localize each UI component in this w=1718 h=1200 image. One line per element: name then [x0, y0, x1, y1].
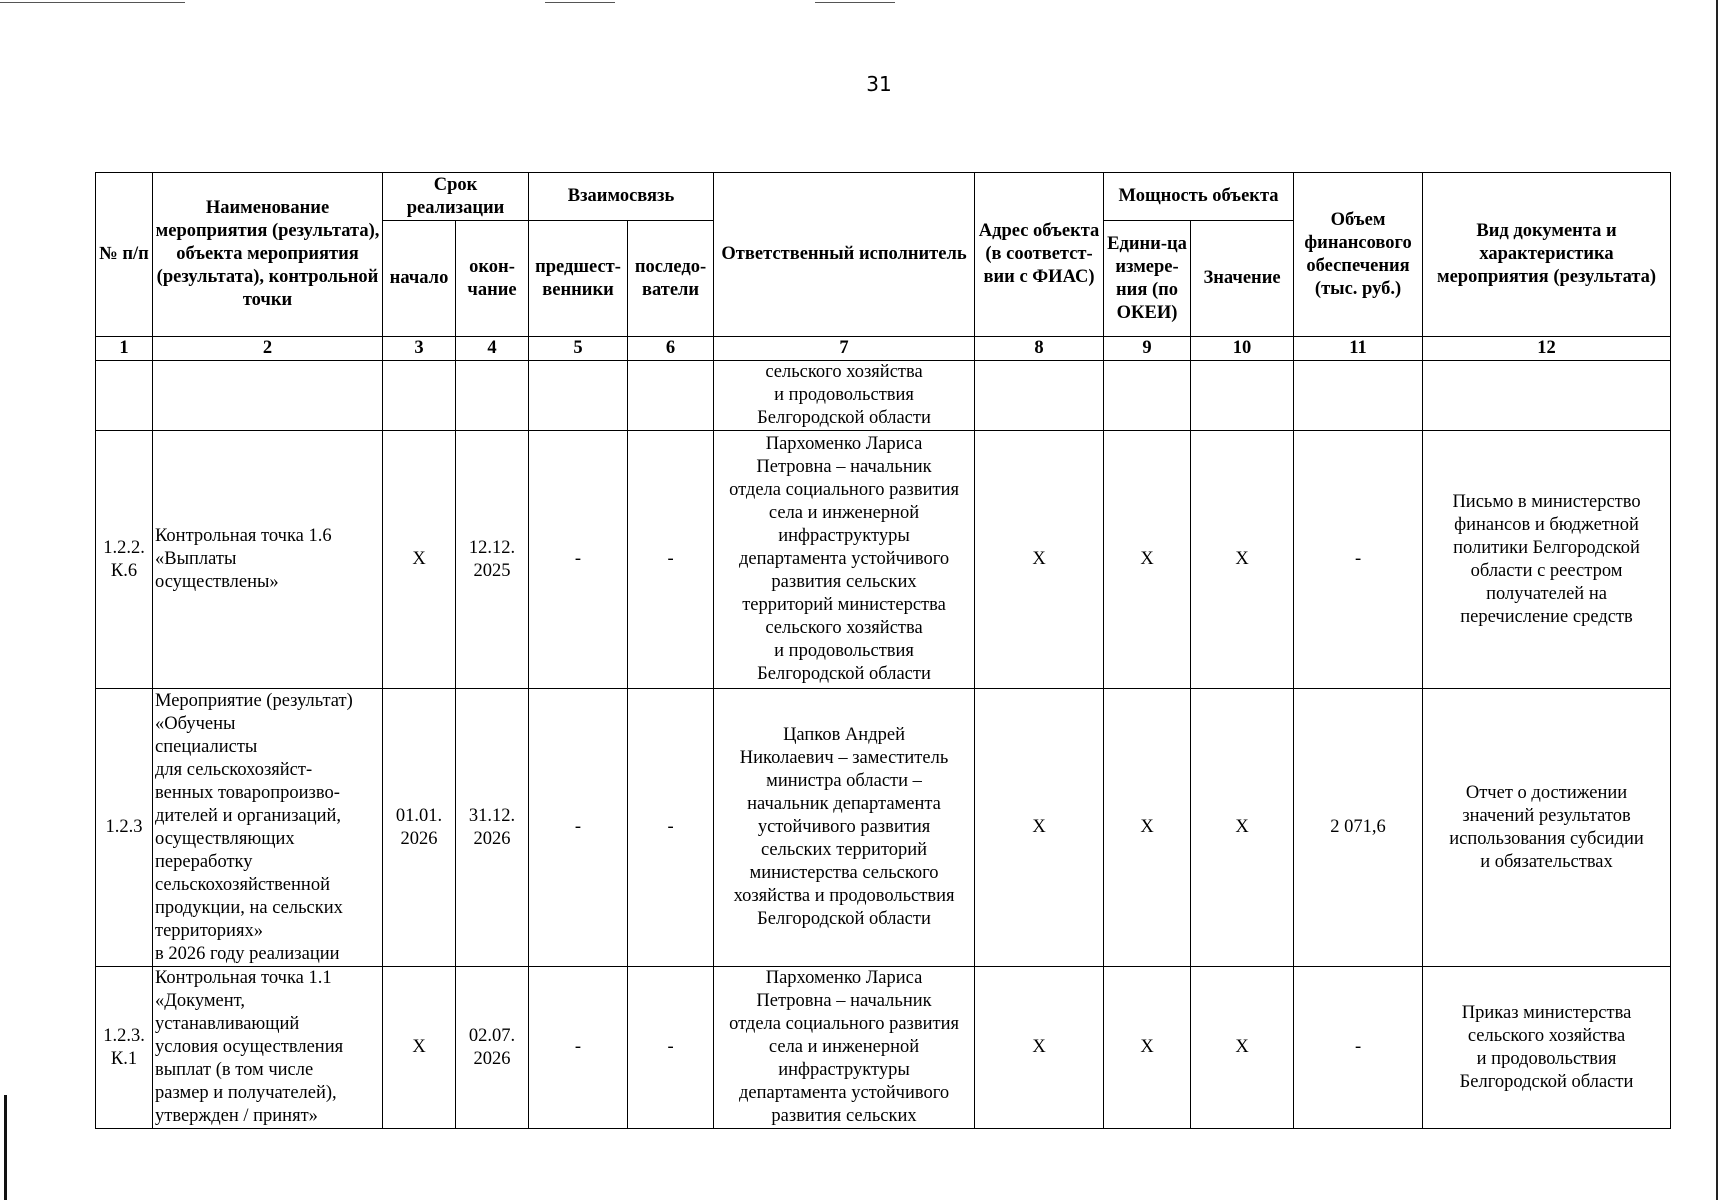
cell-text-line: Белгородской области [757, 408, 931, 428]
column-number: 2 [153, 337, 383, 361]
header-cap-unit: Едини-ца измере-ния (по ОКЕИ) [1104, 221, 1191, 337]
cell-text-line: в 2026 году реализации [155, 943, 340, 964]
cell-text-line: Х [1235, 549, 1249, 569]
predecessors-cell [529, 967, 628, 1129]
finance-cell [1294, 431, 1423, 689]
cell-text-line: 2026 [473, 828, 511, 849]
column-number: 9 [1104, 337, 1191, 361]
column-number: 1 [96, 337, 153, 361]
cell-text-line: специалисты [155, 736, 258, 757]
cell-text-line: устанавливающий [155, 1014, 300, 1034]
cell-text-line: Х [412, 549, 426, 569]
finance-cell [1294, 967, 1423, 1129]
row-number-cell [96, 967, 153, 1129]
term-end-cell [456, 431, 529, 689]
address-cell [975, 361, 1104, 431]
cell-text-line: Х [412, 1037, 426, 1057]
scan-artifact-line [0, 2, 185, 3]
term-end-cell [456, 689, 529, 967]
successors-cell [628, 431, 714, 689]
row-number-cell [96, 689, 153, 967]
column-number: 8 [975, 337, 1104, 361]
cell-text-line: сельского хозяйства [765, 362, 923, 382]
document-cell [1423, 689, 1671, 967]
cell-text-line: 12.12. [468, 537, 516, 558]
column-number: 5 [529, 337, 628, 361]
cell-text-line: - [1354, 549, 1362, 569]
header-capacity-group: Мощность объекта [1104, 173, 1294, 221]
row-name-cell [153, 689, 383, 967]
cell-text-line: министра области – [766, 771, 922, 791]
cell-text-line: Письмо в министерство [1452, 491, 1641, 512]
cell-text-line: Петровна – начальник [756, 991, 932, 1011]
address-cell [975, 967, 1104, 1129]
term-start-cell [383, 967, 456, 1129]
cell-text-line: Отчет о достижении [1465, 782, 1628, 803]
cell-text-line: департамента устойчивого [738, 1083, 950, 1103]
column-number: 3 [383, 337, 456, 361]
term-end-cell [456, 361, 529, 431]
cell-text-line: Пархоменко Лариса [765, 968, 923, 988]
column-number: 12 [1423, 337, 1671, 361]
cell-text-line: К.6 [110, 560, 138, 581]
cell-text-line: венных товаропроизво- [155, 782, 340, 803]
column-number: 4 [456, 337, 529, 361]
scan-artifact-line [545, 2, 615, 3]
cell-text-line: Контрольная точка 1.6 [155, 526, 332, 546]
cell-text-line: Х [1032, 549, 1046, 569]
successors-cell [628, 361, 714, 431]
term-start-cell [383, 431, 456, 689]
header-name: Наименование мероприятия (результата), объекта мероприятия (результата), контрольной точки [153, 173, 383, 337]
header-term-group: Срок реализации [383, 173, 529, 221]
cell-text-line: Х [1032, 1037, 1046, 1057]
table-row [96, 967, 1671, 1129]
cell-text-line: сельского хозяйства [1467, 1025, 1626, 1046]
cell-text-line: финансов и бюджетной [1454, 514, 1639, 535]
cell-text-line: села и инженерной [768, 503, 920, 523]
cell-text-line: Контрольная точка 1.1 [155, 968, 332, 988]
cell-text-line: сельскохозяйственной [155, 874, 330, 895]
header-row-1 [96, 173, 1671, 221]
cell-text-line: Белгородской области [1459, 1071, 1634, 1092]
row-number-cell [96, 431, 153, 689]
cell-text-line: и продовольствия [1476, 1048, 1617, 1069]
predecessors-cell [529, 689, 628, 967]
cell-text-line: сельских территорий [760, 840, 928, 860]
document-cell [1423, 967, 1671, 1129]
cell-text-line: территорий министерства [742, 595, 946, 615]
cell-text-line: для сельскохозяйст- [155, 759, 313, 780]
page-number: 31 [866, 72, 892, 96]
value-cell [1191, 967, 1294, 1129]
value-cell [1191, 689, 1294, 967]
cell-text-line: осуществляющих [155, 828, 295, 849]
cell-text-line: - [667, 817, 674, 837]
cell-text-line: начальник департамента [747, 794, 941, 814]
cell-text-line: 2 071,6 [1330, 817, 1386, 837]
cell-text-line: получателей на [1486, 583, 1607, 604]
unit-cell [1104, 689, 1191, 967]
cell-text-line: Х [1032, 817, 1046, 837]
scan-edge-left [4, 1095, 7, 1200]
responsible-cell [714, 361, 975, 431]
cell-text-line: устойчивого развития [757, 817, 931, 837]
cell-text-line: - [574, 817, 582, 837]
cell-text-line: - [574, 549, 582, 569]
cell-text-line: К.1 [110, 1048, 138, 1069]
cell-text-line: отдела социального развития [729, 480, 959, 500]
responsible-cell [714, 431, 975, 689]
cell-text-line: отдела социального развития [729, 1014, 959, 1034]
cell-text-line: - [667, 1037, 674, 1057]
cell-text-line: области с реестром [1470, 560, 1623, 581]
cell-text-line: инфраструктуры [778, 526, 910, 546]
table-row [96, 431, 1671, 689]
cell-text-line: Белгородской области [757, 909, 931, 929]
finance-cell [1294, 361, 1423, 431]
address-cell [975, 689, 1104, 967]
cell-text-line: Х [1140, 1037, 1154, 1057]
cell-text-line: 2026 [473, 1048, 511, 1069]
header-term-end: окон-чание [456, 221, 529, 337]
predecessors-cell [529, 431, 628, 689]
document-cell [1423, 361, 1671, 431]
cell-text-line: 2025 [473, 560, 511, 581]
responsible-cell [714, 967, 975, 1129]
cell-text-line: хозяйства и продовольствия [733, 886, 955, 906]
cell-text-line: выплат (в том числе [155, 1060, 314, 1080]
cell-text-line: 01.01. [395, 805, 443, 826]
cell-text-line: Х [1235, 1037, 1249, 1057]
cell-text-line: перечисление средств [1460, 606, 1633, 627]
header-term-start: начало [383, 221, 456, 337]
scan-artifact-line [815, 2, 895, 3]
row-name-cell [153, 361, 383, 431]
term-start-cell [383, 361, 456, 431]
cell-text-line: значений результатов [1462, 805, 1631, 826]
cell-text-line: Х [1140, 817, 1154, 837]
header-doc: Вид документа и характеристика мероприятия (результата) [1423, 173, 1671, 337]
header-link-group: Взаимосвязь [529, 173, 714, 221]
cell-text-line: дителей и организаций, [155, 805, 342, 826]
unit-cell [1104, 361, 1191, 431]
cell-text-line: Х [1140, 549, 1154, 569]
table-row [96, 689, 1671, 967]
predecessors-cell [529, 361, 628, 431]
header-cap-value: Значение [1191, 221, 1294, 337]
table-row [96, 361, 1671, 431]
header-link-succ: последо-ватели [628, 221, 714, 337]
cell-text-line: Петровна – начальник [756, 457, 932, 477]
successors-cell [628, 967, 714, 1129]
cell-text-line: - [574, 1037, 582, 1057]
cell-text-line: и продовольствия [774, 641, 914, 661]
cell-text-line: Пархоменко Лариса [765, 434, 923, 454]
document-cell [1423, 431, 1671, 689]
column-number-row [96, 337, 1671, 361]
cell-text-line: переработку [155, 851, 253, 872]
cell-text-line: сельского хозяйства [765, 618, 923, 638]
column-number: 11 [1294, 337, 1423, 361]
cell-text-line: «Обучены [155, 713, 236, 734]
cell-text-line: 02.07. [468, 1025, 516, 1046]
cell-text-line: использования субсидии [1449, 828, 1644, 849]
cell-text-line: Белгородской области [757, 664, 931, 684]
cell-text-line: «Документ, [155, 991, 245, 1011]
cell-text-line: Х [1235, 817, 1249, 837]
row-name-cell [153, 967, 383, 1129]
column-number: 6 [628, 337, 714, 361]
row-name-cell [153, 431, 383, 689]
responsible-cell [714, 689, 975, 967]
cell-text-line: инфраструктуры [778, 1060, 910, 1080]
cell-text-line: Мероприятие (результат) [155, 690, 353, 711]
cell-text-line: и обязательствах [1480, 851, 1613, 872]
term-end-cell [456, 967, 529, 1129]
cell-text-line: - [667, 549, 674, 569]
header-link-pred: предшест-венники [529, 221, 628, 337]
cell-text-line: и продовольствия [774, 385, 914, 405]
cell-text-line: Цапков Андрей [783, 725, 905, 745]
cell-text-line: 2026 [400, 828, 438, 849]
cell-text-line: развития сельских [771, 572, 917, 592]
activity-plan-table [95, 172, 1671, 1129]
cell-text-line: Николаевич – заместитель [739, 748, 949, 768]
cell-text-line: 31.12. [468, 805, 516, 826]
row-number-cell [96, 361, 153, 431]
cell-text-line: министерства сельского [749, 863, 939, 883]
cell-text-line: «Выплаты [155, 549, 237, 569]
cell-text-line: территориях» [155, 920, 263, 941]
cell-text-line: развития сельских [771, 1106, 917, 1126]
header-responsible: Ответственный исполнитель [714, 173, 975, 337]
header-finance: Объем финансового обеспечения (тыс. руб.) [1294, 173, 1423, 337]
cell-text-line: осуществлены» [155, 572, 279, 592]
finance-cell [1294, 689, 1423, 967]
unit-cell [1104, 431, 1191, 689]
column-number: 10 [1191, 337, 1294, 361]
header-address: Адрес объекта (в соответст-вии с ФИАС) [975, 173, 1104, 337]
term-start-cell [383, 689, 456, 967]
cell-text-line: - [1354, 1037, 1362, 1057]
cell-text-line: 1.2.3 [105, 817, 143, 837]
cell-text-line: размер и получателей), [155, 1083, 337, 1103]
successors-cell [628, 689, 714, 967]
cell-text-line: департамента устойчивого [738, 549, 950, 569]
cell-text-line: утвержден / принят» [155, 1106, 318, 1126]
header-num: № п/п [96, 173, 153, 337]
cell-text-line: села и инженерной [768, 1037, 920, 1057]
cell-text-line: политики Белгородской [1453, 537, 1640, 558]
address-cell [975, 431, 1104, 689]
value-cell [1191, 361, 1294, 431]
cell-text-line: продукции, на сельских [155, 897, 343, 918]
unit-cell [1104, 967, 1191, 1129]
cell-text-line: Приказ министерства [1461, 1002, 1632, 1023]
cell-text-line: 1.2.3. [103, 1025, 145, 1046]
column-number: 7 [714, 337, 975, 361]
value-cell [1191, 431, 1294, 689]
cell-text-line: 1.2.2. [103, 537, 145, 558]
cell-text-line: условия осуществления [155, 1037, 344, 1057]
table-body [96, 361, 1671, 1129]
